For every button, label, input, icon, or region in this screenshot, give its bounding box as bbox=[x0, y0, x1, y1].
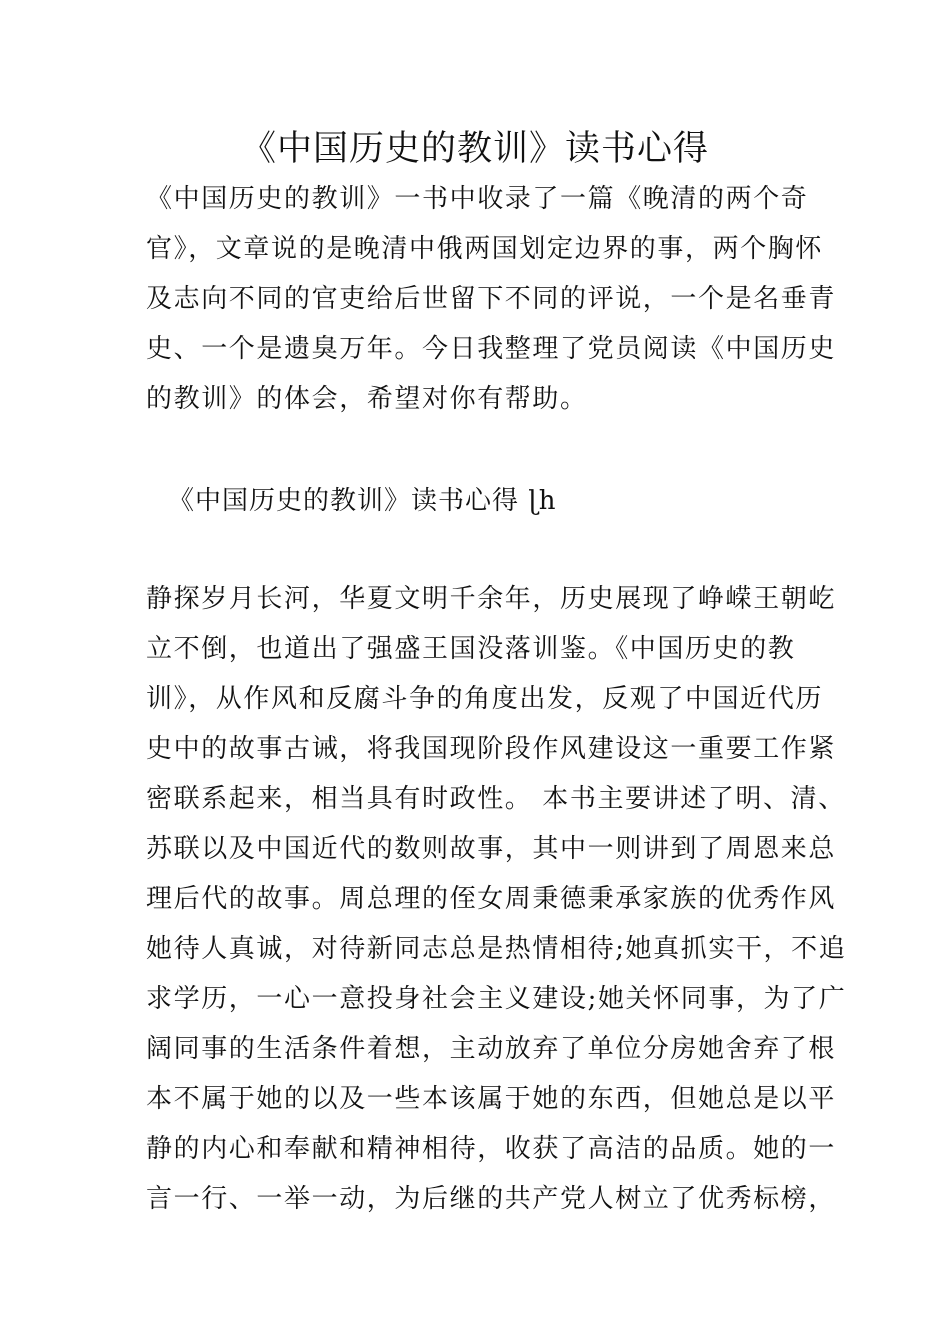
body-line: 立不倒，也道出了强盛王国没落训鉴。《中国历史的教 bbox=[146, 634, 796, 664]
body-line: 静探岁月长河，华夏文明千余年，历史展现了峥嵘王朝屹 bbox=[146, 584, 837, 614]
intro-line: 及志向不同的官吏给后世留下不同的评说，一个是名垂青 bbox=[146, 284, 837, 314]
intro-line: 史、一个是遗臭万年。今日我整理了党员阅读《中国历史 bbox=[146, 334, 837, 364]
body-line: 言一行、一举一动，为后继的共产党人树立了优秀标榜， bbox=[146, 1184, 837, 1214]
body-line: 密联系起来，相当具有时政性。 本书主要讲述了明、清、 bbox=[146, 784, 846, 814]
document-title: 《中国历史的教训》读书心得 bbox=[240, 129, 709, 169]
section-subtitle: 《中国历史的教训》读书心得 ɭh bbox=[168, 486, 557, 516]
body-line: 本不属于她的以及一些本该属于她的东西，但她总是以平 bbox=[146, 1084, 837, 1114]
intro-line: 官》，文章说的是晚清中俄两国划定边界的事，两个胸怀 bbox=[146, 234, 824, 264]
body-line: 苏联以及中国近代的数则故事，其中一则讲到了周恩来总 bbox=[146, 834, 837, 864]
body-line: 史中的故事古诫，将我国现阶段作风建设这一重要工作紧 bbox=[146, 734, 837, 764]
intro-line: 《中国历史的教训》一书中收录了一篇《晚清的两个奇 bbox=[146, 184, 809, 214]
intro-line: 的教训》的体会，希望对你有帮助。 bbox=[146, 384, 588, 414]
body-line: 静的内心和奉献和精神相待，收获了高洁的品质。她的一 bbox=[146, 1134, 837, 1164]
body-line: 求学历，一心一意投身社会主义建设;她关怀同事，为了广 bbox=[146, 984, 847, 1014]
body-paragraph bbox=[146, 574, 847, 1224]
body-line: 训》，从作风和反腐斗争的角度出发，反观了中国近代历 bbox=[146, 684, 824, 714]
body-line: 她待人真诚，对待新同志总是热情相待;她真抓实干，不追 bbox=[146, 934, 847, 964]
body-line: 理后代的故事。周总理的侄女周秉德秉承家族的优秀作风 bbox=[146, 884, 837, 914]
intro-paragraph bbox=[146, 174, 837, 424]
body-line: 阔同事的生活条件着想，主动放弃了单位分房她舍弃了根 bbox=[146, 1034, 837, 1064]
